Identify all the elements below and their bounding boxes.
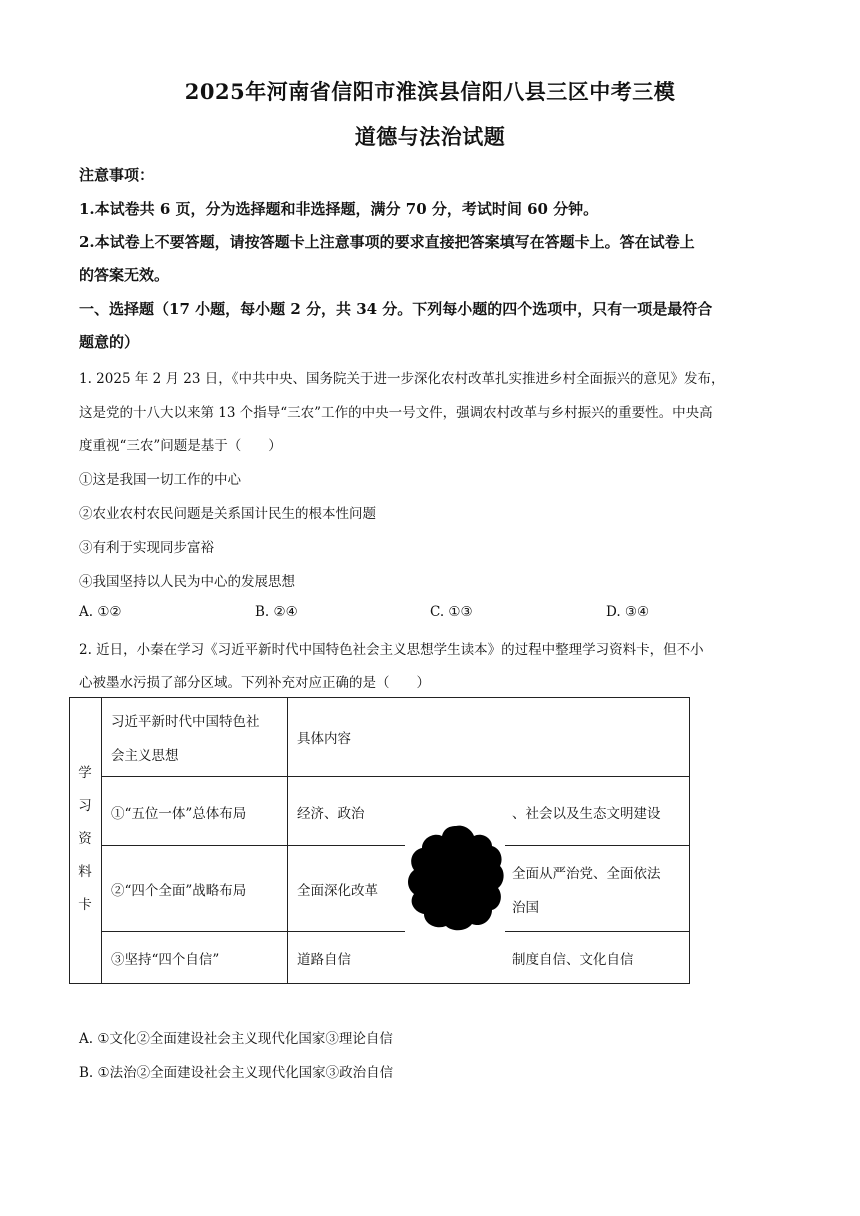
section-heading-line-1: 一、选择题（17 小题，每小题 2 分，共 34 分。下列每小题的四个选项中，只有一项是最符合	[79, 300, 713, 318]
table-rule	[287, 697, 288, 984]
table-rule	[101, 845, 405, 846]
table-row1-item: ①“五位一体”总体布局	[111, 806, 247, 822]
table-row2-content-b-line-1: 全面从严治党、全面依法	[512, 866, 661, 882]
section-heading-line-2: 题意的）	[79, 333, 140, 351]
q2-stem-line-1: 2. 近日，小秦在学习《习近平新时代中国特色社会主义思想学生读本》的过程中整理学习资料卡，但不小	[79, 642, 704, 658]
exam-title: 2025年河南省信阳市淮滨县信阳八县三区中考三模	[184, 79, 676, 104]
table-row3-content-b: 制度自信、文化自信	[512, 952, 634, 968]
q2-stem-line-2: 心被墨水污损了部分区域。下列补充对应正确的是（ ）	[79, 675, 430, 691]
q1-stem-line-1: 1. 2025 年 2 月 23 日，《中共中央、国务院关于进一步深化农村改革扎实推进乡村全面振兴的意见》发布，	[79, 371, 725, 387]
ink-blot-image	[406, 822, 506, 934]
q1-statement-4: ④我国坚持以人民为中心的发展思想	[79, 574, 295, 590]
q1-option-d[interactable]: D. ③④	[606, 604, 650, 620]
q2-option-b[interactable]: B. ①法治②全面建设社会主义现代化国家③政治自信	[79, 1065, 394, 1081]
table-rule	[101, 697, 102, 984]
side-char: 卡	[78, 897, 92, 913]
table-header-col1-line-1: 习近平新时代中国特色社	[111, 714, 260, 730]
side-char: 学	[78, 765, 92, 781]
q1-option-c[interactable]: C. ①③	[430, 604, 473, 620]
q1-statement-1: ①这是我国一切工作的中心	[79, 472, 241, 488]
q1-statement-2: ②农业农村农民问题是关系国计民生的根本性问题	[79, 506, 376, 522]
table-row3-item: ③坚持“四个自信”	[111, 952, 220, 968]
table-row1-content-b: 、社会以及生态文明建设	[512, 806, 661, 822]
table-row1-content-a: 经济、政治	[297, 806, 365, 822]
table-rule	[101, 776, 690, 777]
table-row3-content-a: 道路自信	[297, 952, 351, 968]
q1-stem-line-2: 这是党的十八大以来第 13 个指导“三农”工作的中央一号文件，强调农村改革与乡村振兴的重要性。中央高	[79, 405, 713, 421]
table-row2-content-b-line-2: 治国	[512, 900, 539, 916]
exam-subtitle: 道德与法治试题	[354, 124, 506, 149]
table-header-col1-line-2: 会主义思想	[111, 748, 179, 764]
table-rule	[101, 931, 405, 932]
side-char: 料	[78, 864, 92, 880]
q1-option-b[interactable]: B. ②④	[255, 604, 298, 620]
table-row2-content-a: 全面深化改革	[297, 883, 378, 899]
notice-item-2-line-2: 的答案无效。	[79, 266, 170, 284]
table-border-bottom	[69, 983, 690, 984]
q1-option-a[interactable]: A. ①②	[79, 604, 122, 620]
table-header-col2: 具体内容	[297, 731, 351, 747]
side-char: 资	[78, 831, 92, 847]
notice-item-1: 1.本试卷共 6 页，分为选择题和非选择题，满分 70 分，考试时间 60 分钟。	[79, 200, 599, 218]
table-rule	[505, 931, 690, 932]
table-row2-item: ②“四个全面”战略布局	[111, 883, 247, 899]
table-border-top	[69, 697, 690, 698]
table-side-label	[77, 757, 93, 922]
q2-option-a[interactable]: A. ①文化②全面建设社会主义现代化国家③理论自信	[79, 1031, 393, 1047]
notice-heading: 注意事项：	[79, 166, 155, 184]
table-border-left	[69, 697, 70, 984]
side-char: 习	[78, 798, 92, 814]
table-border-right	[689, 697, 690, 984]
q1-statement-3: ③有利于实现同步富裕	[79, 540, 214, 556]
table-rule	[505, 845, 690, 846]
q1-stem-line-3: 度重视“三农”问题是基于（ ）	[79, 438, 282, 454]
notice-item-2-line-1: 2.本试卷上不要答题，请按答题卡上注意事项的要求直接把答案填写在答题卡上。答在试卷上	[79, 233, 695, 251]
